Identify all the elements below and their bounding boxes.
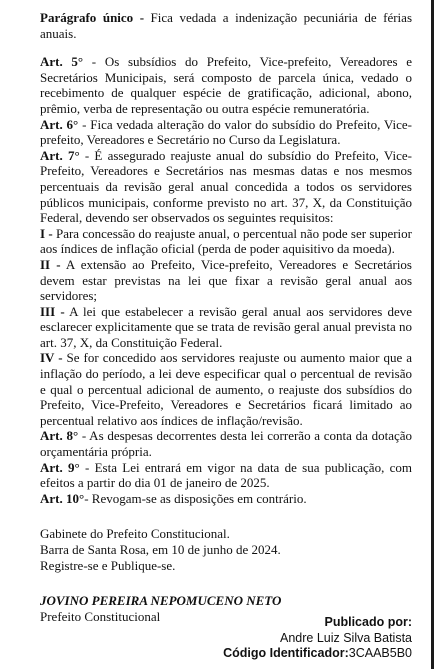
inciso-ii bbox=[40, 257, 412, 304]
identifier-label: Código Identificador: bbox=[223, 646, 349, 660]
identifier-line bbox=[152, 646, 412, 662]
article-5-label: Art. 5° bbox=[40, 54, 84, 70]
paragrafo-unico-text: Fica vedada a indenização pecuniária de férias anuais. bbox=[40, 10, 412, 41]
inciso-iv-text: Se for concedido aos servidores reajuste ou aumento maior que a inflação do período, a lei deve especificar qual o percentual de revisão e qual o percentual adicional de aumento, o reajuste dos subsídios do Prefeito, Vice-Prefeito, Vereadores e Secretários ficará limitado ao percentual relativo aos índices de inflação/revisão. bbox=[40, 350, 412, 428]
publication-info bbox=[152, 615, 412, 662]
article-7 bbox=[40, 148, 412, 226]
inciso-ii-text: A extensão ao Prefeito, Vice-prefeito, Vereadores e Secretários devem estar previstas na lei que fixar a revisão geral anual aos servidores; bbox=[40, 256, 412, 304]
article-7-label: Art. 7° bbox=[40, 147, 80, 163]
article-10-label: Art. 10° bbox=[40, 490, 85, 506]
paragrafo-unico bbox=[40, 10, 412, 41]
article-6 bbox=[40, 117, 412, 148]
article-6-text: - Fica vedada alteração do valor do subsídio do Prefeito, Vice-prefeito, Vereadores e Secretário no Curso da Legislatura. bbox=[40, 116, 413, 148]
law-document-body bbox=[40, 10, 412, 624]
article-9 bbox=[40, 460, 412, 491]
signer-name: JOVINO PEREIRA NEPOMUCENO NETO bbox=[40, 593, 282, 609]
inciso-iv bbox=[40, 350, 412, 428]
inciso-iii-text: A lei que estabelecer a revisão geral anual aos servidores deve esclarecer explicitamente que se trata de revisão geral anual prevista no art. 37, X, da Constituição Federal. bbox=[40, 303, 412, 350]
inciso-iii-label: III - bbox=[40, 303, 65, 319]
signer-role: Prefeito Constitucional bbox=[40, 608, 161, 624]
inciso-iv-label: IV - bbox=[40, 350, 63, 366]
inciso-i bbox=[40, 226, 412, 257]
article-10 bbox=[40, 491, 412, 507]
article-8 bbox=[40, 428, 412, 459]
publisher-name: Andre Luiz Silva Batista bbox=[279, 630, 412, 645]
identifier-code: 3CAAB5B0 bbox=[348, 646, 412, 660]
article-5 bbox=[40, 54, 412, 116]
article-10-text: - Revogam-se as disposições em contrário. bbox=[84, 490, 307, 506]
article-5-text: - Os subsídios do Prefeito, Vice-prefeito, Vereadores e Secretários Municipais, será composto de parcela única, vedado o recebimento de qualquer espécie de gratificação, adicional, abono, prêmio, verba de representação ou outra espécie remuneratória. bbox=[40, 54, 412, 116]
article-8-label: Art. 8° bbox=[40, 428, 79, 444]
inciso-iii bbox=[40, 304, 412, 351]
inciso-i-label: I - bbox=[40, 225, 53, 241]
article-8-text: - As despesas decorrentes desta lei correrão a conta da dotação orçamentária própria. bbox=[40, 428, 413, 460]
inciso-i-text: Para concessão do reajuste anual, o percentual não pode ser superior aos índices de inflação oficial (perda de poder aquisitivo da moeda). bbox=[40, 225, 412, 257]
closing-place-date: Barra de Santa Rosa, em 10 de junho de 2024. bbox=[40, 542, 281, 557]
closing-office: Gabinete do Prefeito Constitucional. bbox=[40, 526, 230, 542]
article-9-text: - Esta Lei entrará em vigor na data de sua publicação, com efeitos a partir do dia 01 de janeiro de 2025. bbox=[40, 459, 412, 491]
published-by-label: Publicado por: bbox=[324, 615, 412, 629]
paragrafo-unico-label: Parágrafo único - bbox=[40, 10, 145, 25]
article-6-label: Art. 6° bbox=[40, 116, 79, 132]
closing-register: Registre-se e Publique-se. bbox=[40, 557, 176, 573]
article-7-text: - É assegurado reajuste anual do subsídio do Prefeito, Vice-Prefeito, Vereadores e Secretários nas mesmas datas e nos mesmos percentuais da revisão geral anual concedida a todos os servidores públicos municipais, conforme previsto no art. 37, X, da Constituição Federal, devendo ser observados os seguintes requisitos: bbox=[40, 147, 412, 226]
inciso-ii-label: II - bbox=[40, 256, 61, 272]
article-9-label: Art. 9° bbox=[40, 459, 80, 475]
